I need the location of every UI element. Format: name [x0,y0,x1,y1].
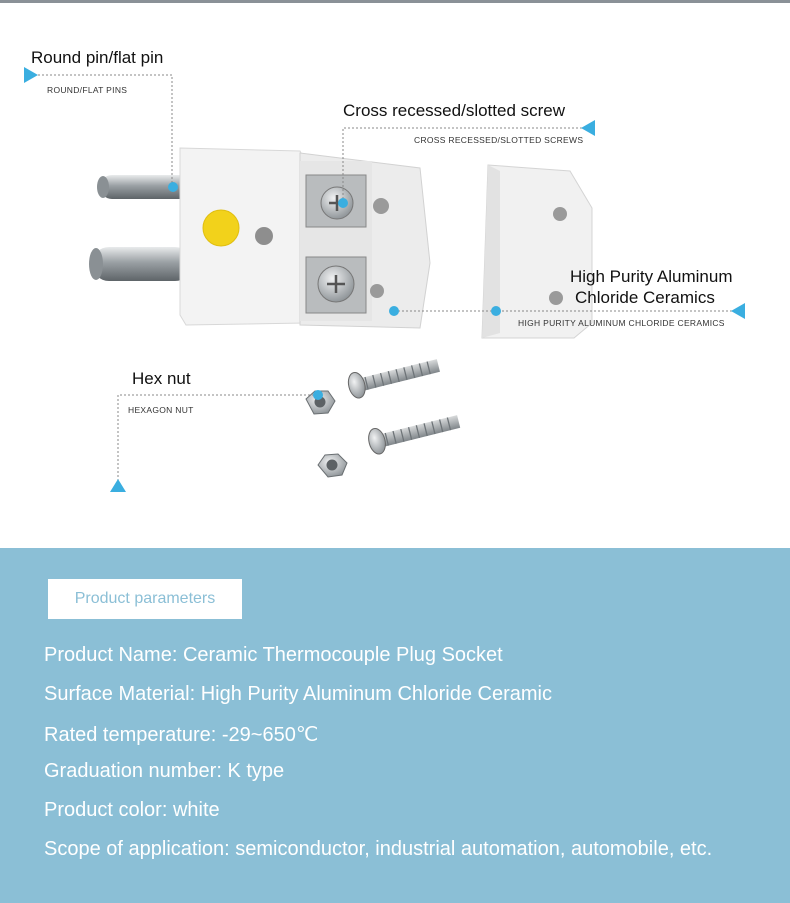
pointer-marker-ceramics [731,303,745,319]
screw-lower [366,408,462,455]
round-pin-bottom [89,247,192,281]
product-photo [0,3,790,548]
pointer-marker-round-pin [24,67,38,83]
param-scope-of-application: Scope of application: semiconductor, industrial automation, automobile, etc. [44,838,713,860]
ceramics-title-line2: Chloride Ceramics [575,288,715,307]
param-surface-material: Surface Material: High Purity Aluminum Chloride Ceramic [44,683,552,705]
hex-nut-title: Hex nut [132,369,191,388]
round-pin-title: Round pin/flat pin [31,48,164,67]
product-parameters-heading: Product parameters [48,579,242,619]
ceramics-title-line1: High Purity Aluminum [570,267,733,286]
pointer-marker-screw [581,120,595,136]
marker-dot-round-pin [168,182,178,192]
marker-dot-hex-nut [313,390,323,400]
marker-dot-ceramics-cover [491,306,501,316]
param-rated-temperature: Rated temperature: -29~650℃ [44,724,319,746]
hex-nut-subtitle: HEXAGON NUT [128,405,194,415]
param-product-name: Product Name: Ceramic Thermocouple Plug Socket [44,644,503,666]
marker-dot-screw [338,198,348,208]
hex-nut-lower [318,454,347,477]
param-graduation-number: Graduation number: K type [44,760,285,782]
plug-ceramic-body [180,148,430,328]
pointer-marker-hex-nut [110,479,126,492]
param-product-color: Product color: white [44,799,220,821]
screw-title: Cross recessed/slotted screw [343,101,566,120]
product-parameters-panel [0,548,790,903]
round-pin-subtitle: ROUND/FLAT PINS [47,85,128,95]
marker-dot-ceramics-body [389,306,399,316]
screw-upper [346,352,442,399]
ceramics-subtitle: HIGH PURITY ALUMINUM CHLORIDE CERAMICS [518,318,725,328]
screw-subtitle: CROSS RECESSED/SLOTTED SCREWS [414,135,584,145]
